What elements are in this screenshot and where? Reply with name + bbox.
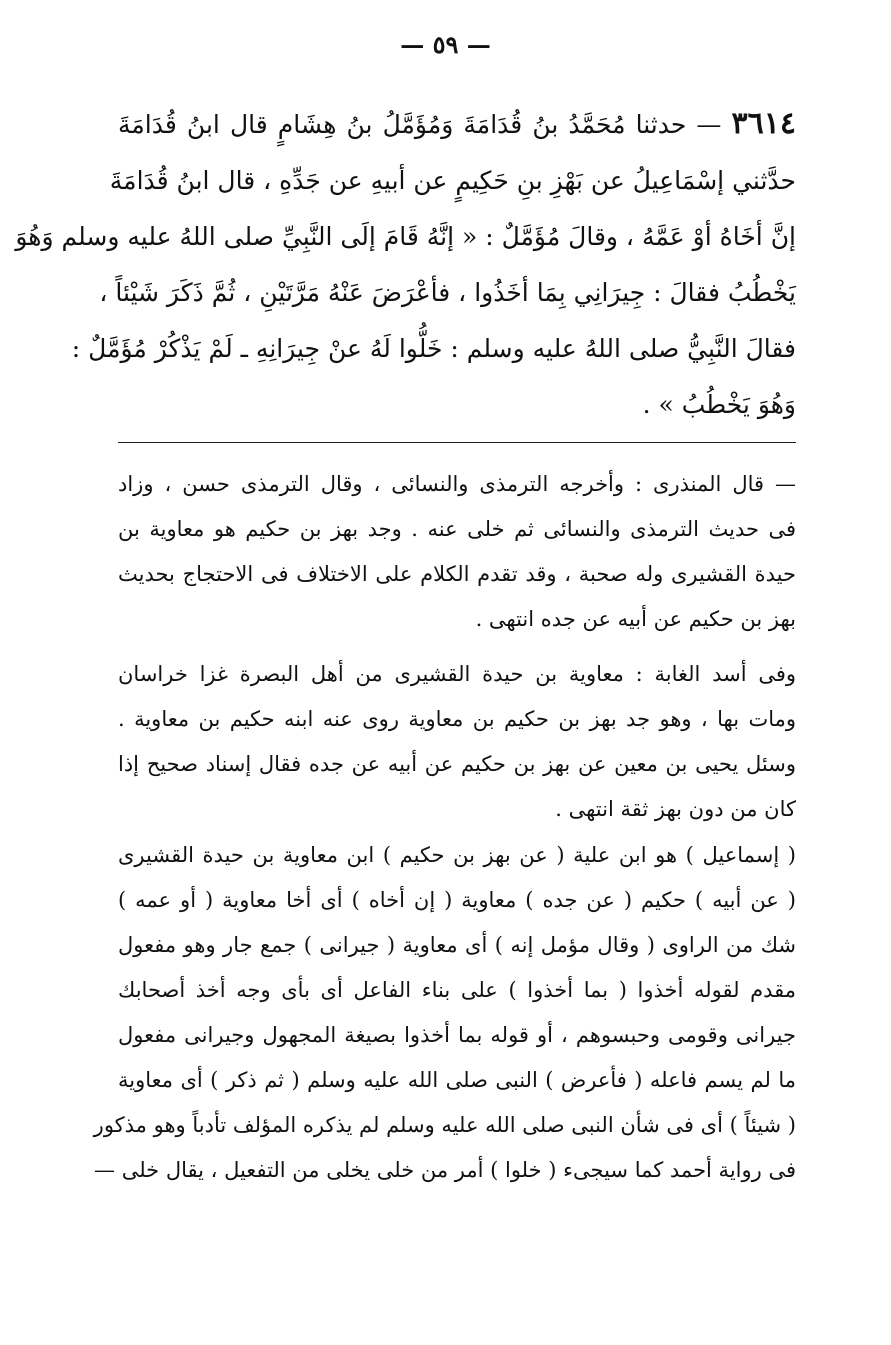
commentary-paragraph [118,652,796,832]
commentary-line: ومات بها ، وهو جد بهز بن حكيم بن معاوية روى عنه ابنه حكيم بن معاوية . [118,707,796,731]
footnote-separator [118,442,796,443]
page-number: — ٥٩ — [400,30,491,59]
hadith-line: فقالَ النَّبِيُّ صلى اللهُ عليه وسلم : خَلُّوا لَهُ عنْ جِيرَانِهِ ـ لَمْ يَذْكُرْ مُؤَمَّلٌ : [71,334,796,363]
hadith-line: إنَّ أخَاهُ أوْ عَمَّهُ ، وقالَ مُؤَمَّلٌ : « إنَّهُ قَامَ إلَى النَّبِيِّ صلى اللهُ عليه وسلم وَهُوَ [15,222,796,251]
commentary-line: بهز بن حكيم عن أبيه عن جده انتهى . [475,607,796,631]
hadith-line-text: — حدثنا مُحَمَّدُ بنُ قُدَامَةَ وَمُؤَمَّلُ بنُ هِشَامٍ قال ابنُ قُدَامَةَ [118,110,722,139]
commentary-line: وسئل يحيى بن معين عن بهز بن حكيم عن أبيه عن جده فقال إسناد صحيح إذا [118,752,796,776]
hadith-line: حدَّثني إسْمَاعِيلُ عن بَهْزِ بنِ حَكِيمٍ عن أبيهِ عن جَدِّهِ ، قال ابنُ قُدَامَةَ [109,166,796,195]
commentary-line: ما لم يسم فاعله ( فأعرض ) النبى صلى الله عليه وسلم ( ثم ذكر ) أى معاوية [118,1068,796,1092]
commentary-line: فى رواية أحمد كما سيجىء ( خلوا ) أمر من خلى يخلى من التفعيل ، يقال خلى — [94,1158,796,1182]
hadith-number: ٣٦١٤ [731,106,796,141]
commentary-line: حيدة القشيرى وله صحبة ، وقد تقدم الكلام على الاختلاف فى الاحتجاج بحديث [118,562,796,586]
commentary-line: جيرانى وقومى وحبسوهم ، أو قوله بما أخذوا بصيغة المجهول وجيرانى مفعول [118,1023,796,1047]
hadith-line [118,96,796,153]
commentary-line: ( شيئاً ) أى فى شأن النبى صلى الله عليه وسلم لم يذكره المؤلف تأدباً وهو مذكور [93,1113,796,1137]
commentary-line: وفى أسد الغابة : معاوية بن حيدة القشيرى من أهل البصرة غزا خراسان [118,662,796,686]
commentary-line: شك من الراوى ( وقال مؤمل إنه ) أى معاوية ( جيرانى ) جمع جار وهو مفعول [118,933,796,957]
hadith-line: يَخْطُبُ فقالَ : جِيرَانِي بِمَا أخَذُوا ، فأعْرَضَ عَنْهُ مَرَّتَيْنِ ، ثُمَّ ذَكَرَ شَيْئاً ، [99,278,796,307]
commentary-line: كان من دون بهز ثقة انتهى . [555,797,796,821]
commentary-paragraph [93,833,796,1193]
commentary-line: مقدم لقوله أخذوا ( بما أخذوا ) على بناء الفاعل أى بأى وجه أخذ أصحابك [118,978,796,1002]
hadith-line: وَهُوَ يَخْطُبُ » . [642,390,796,419]
commentary-paragraph [118,462,796,642]
commentary-line: ( إسماعيل ) هو ابن علية ( عن بهز بن حكيم ) ابن معاوية بن حيدة القشيرى [118,843,796,867]
commentary-line: ( عن أبيه ) حكيم ( عن جده ) معاوية ( إن أخاه ) أى أخا معاوية ( أو عمه ) [118,888,796,912]
commentary-line: — قال المنذرى : وأخرجه الترمذى والنسائى ، وقال الترمذى حسن ، وزاد [118,472,796,496]
commentary-line: فى حديث الترمذى والنسائى ثم خلى عنه . وجد بهز بن حكيم هو معاوية بن [118,517,796,541]
hadith-text [15,96,796,433]
